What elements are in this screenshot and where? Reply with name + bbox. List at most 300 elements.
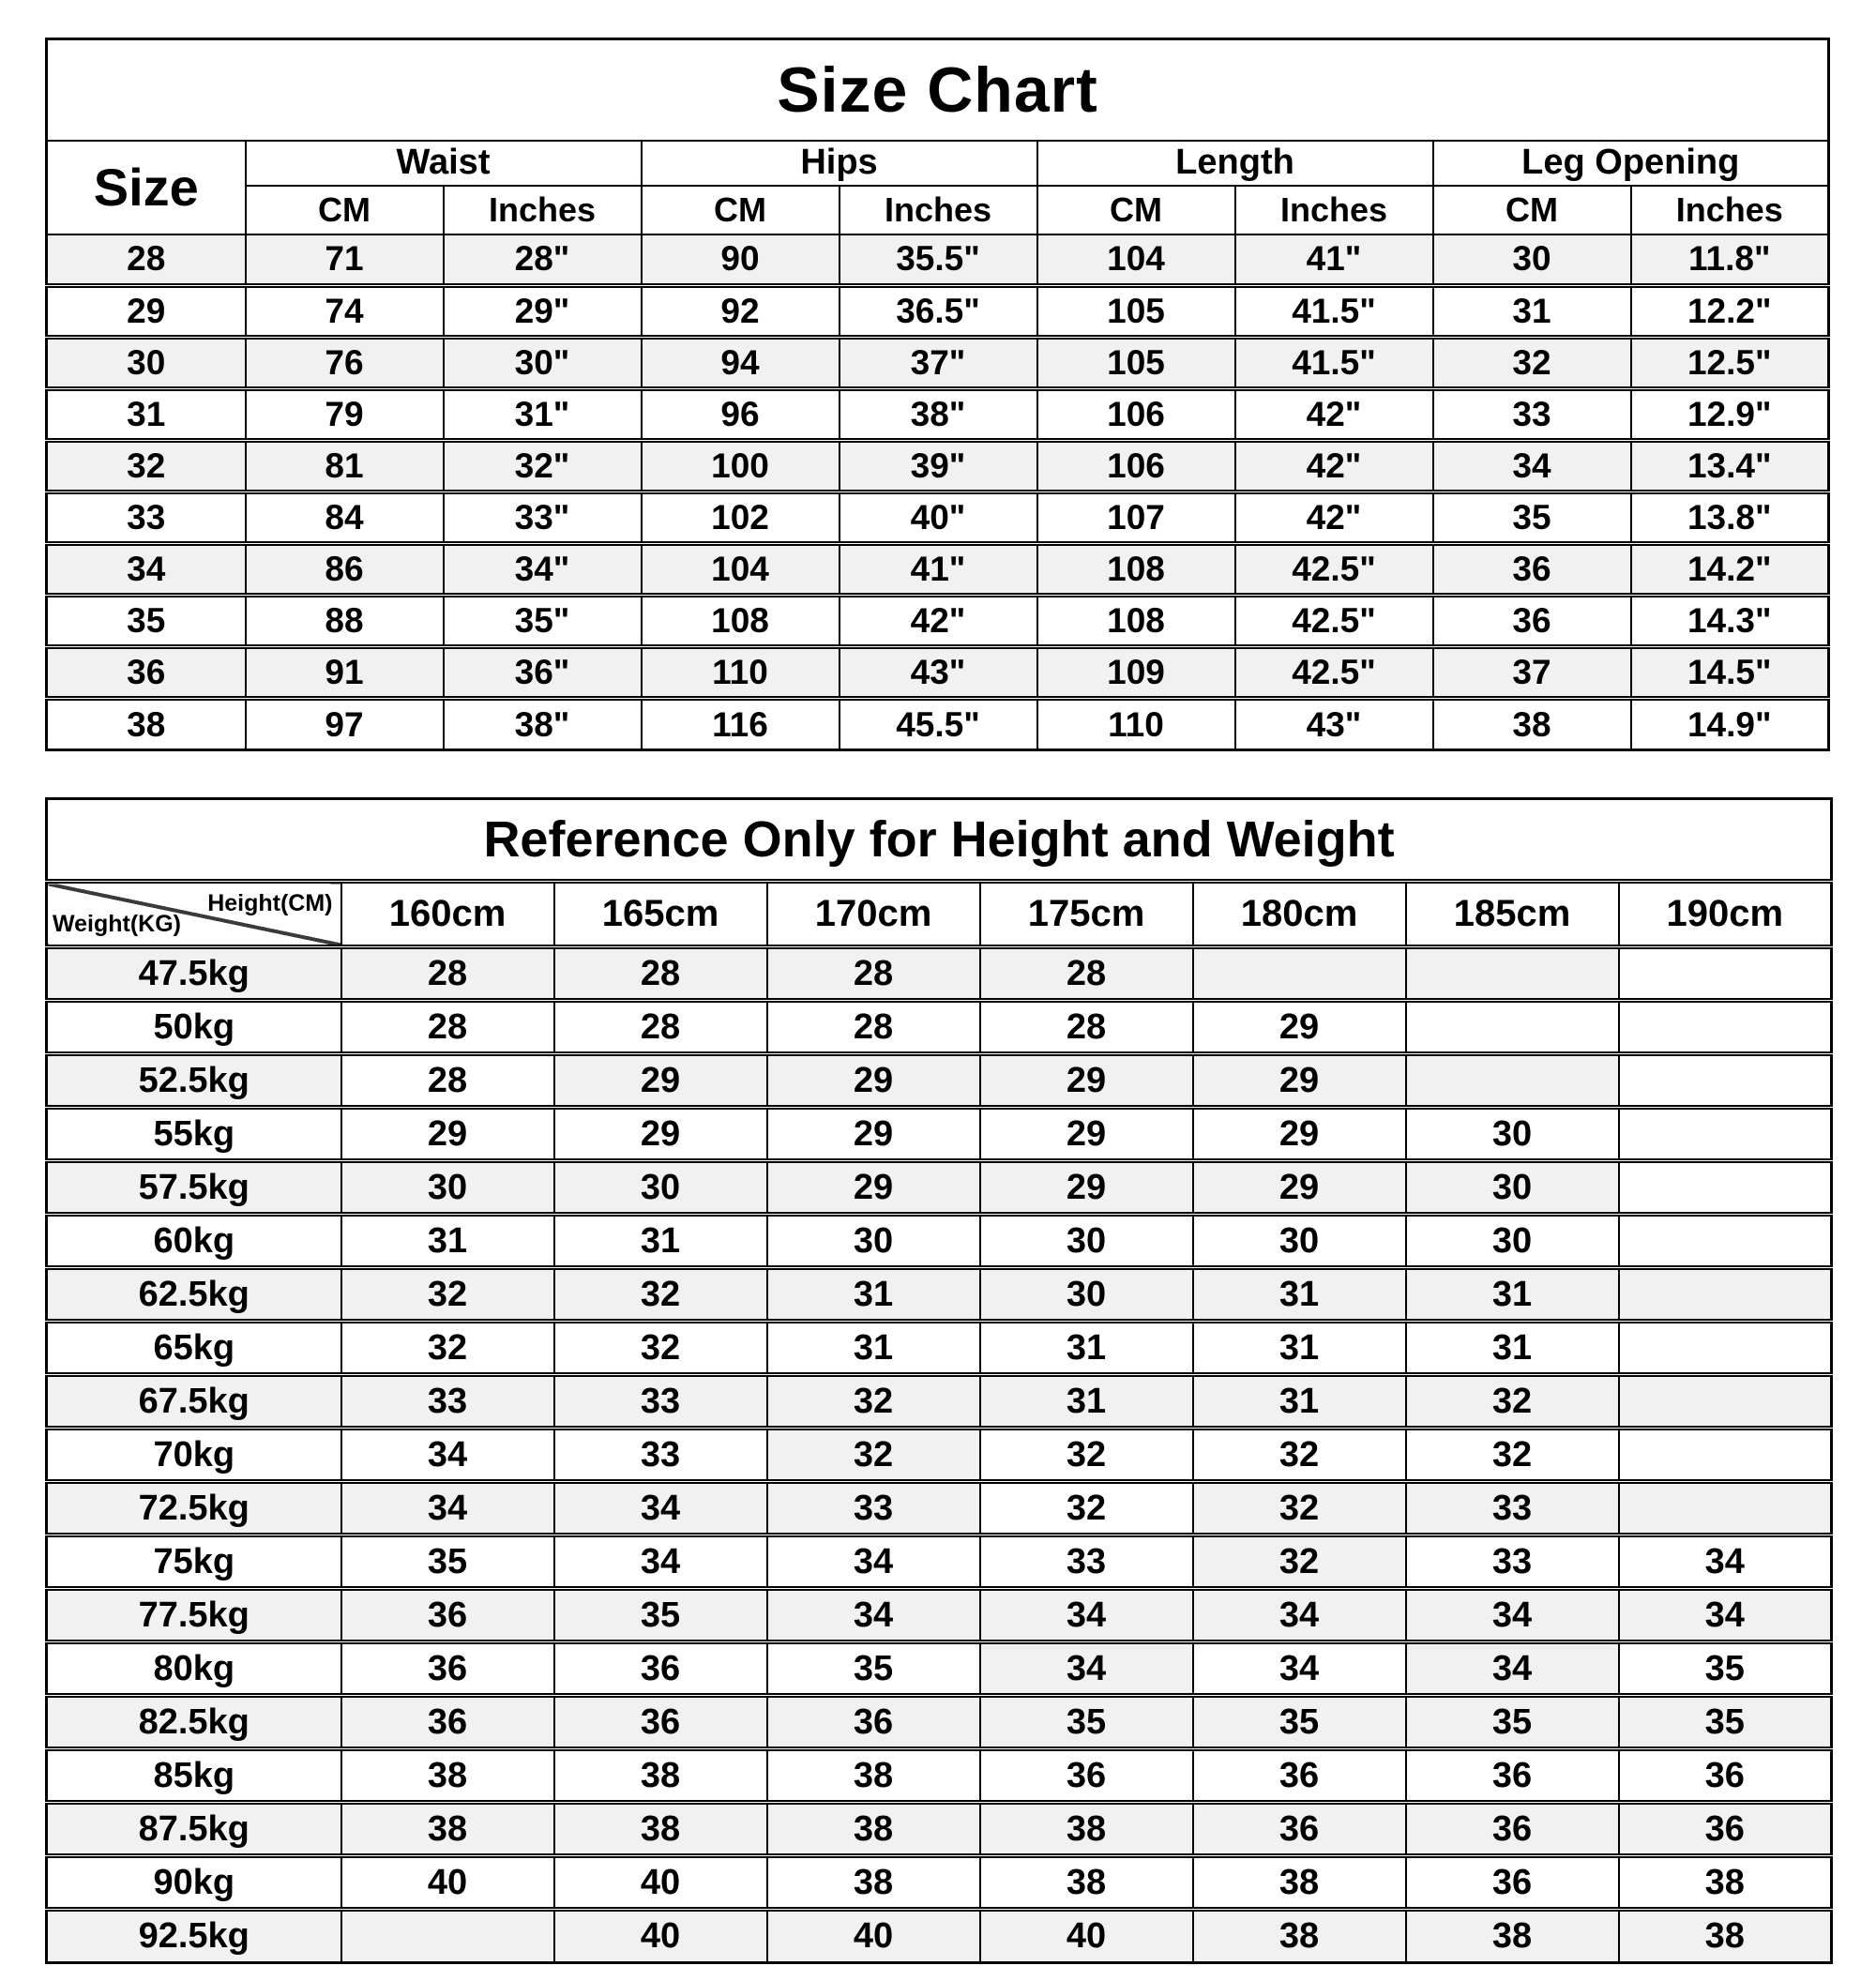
reference-cell: 32 bbox=[554, 1322, 767, 1375]
height-column-175: 175cm bbox=[980, 882, 1193, 947]
reference-cell: 33 bbox=[767, 1482, 980, 1535]
size-chart-cell: 106 bbox=[1037, 441, 1235, 492]
size-chart-cell: 36 bbox=[1433, 596, 1631, 647]
height-column-180: 180cm bbox=[1193, 882, 1406, 947]
reference-cell: 36 bbox=[767, 1696, 980, 1749]
size-chart-cell: 14.2" bbox=[1631, 544, 1829, 596]
reference-cell: 33 bbox=[554, 1375, 767, 1429]
reference-cell: 31 bbox=[1406, 1322, 1619, 1375]
size-chart-group-header-row bbox=[47, 141, 1829, 186]
reference-row bbox=[47, 1749, 1832, 1803]
size-chart-cell: 108 bbox=[1037, 596, 1235, 647]
height-cm-label: Height(CM) bbox=[207, 890, 333, 916]
reference-cell: 28 bbox=[341, 947, 554, 1001]
reference-cell: 33 bbox=[1406, 1535, 1619, 1589]
size-chart-cell: 42" bbox=[1235, 492, 1433, 544]
reference-cell: 36 bbox=[1619, 1749, 1832, 1803]
reference-cell: 36 bbox=[341, 1696, 554, 1749]
reference-cell: 29 bbox=[554, 1054, 767, 1108]
reference-cell: 36 bbox=[1193, 1749, 1406, 1803]
reference-cell: 32 bbox=[1193, 1429, 1406, 1482]
reference-cell: 35 bbox=[554, 1589, 767, 1642]
size-chart-cell: 105 bbox=[1037, 286, 1235, 338]
size-chart-cell: 35 bbox=[1433, 492, 1631, 544]
size-chart-cell: 106 bbox=[1037, 389, 1235, 441]
reference-cell: 29 bbox=[980, 1161, 1193, 1215]
reference-cell: 30 bbox=[341, 1161, 554, 1215]
reference-cell: 34 bbox=[1193, 1642, 1406, 1696]
reference-cell: 32 bbox=[341, 1322, 554, 1375]
size-chart-cell: 14.5" bbox=[1631, 647, 1829, 699]
hips-cm-header: CM bbox=[642, 186, 840, 234]
waist-group-header: Waist bbox=[246, 141, 642, 186]
leg-cm-header: CM bbox=[1433, 186, 1631, 234]
size-chart-cell: 90 bbox=[642, 234, 840, 286]
size-chart-cell: 30" bbox=[444, 338, 642, 389]
reference-cell: 30 bbox=[1406, 1161, 1619, 1215]
reference-cell: 34 bbox=[341, 1482, 554, 1535]
length-cm-header: CM bbox=[1037, 186, 1235, 234]
size-chart-cell: 31 bbox=[47, 389, 246, 441]
size-chart-cell: 79 bbox=[246, 389, 444, 441]
size-chart-cell: 31 bbox=[1433, 286, 1631, 338]
size-chart-cell: 13.4" bbox=[1631, 441, 1829, 492]
size-chart-cell: 76 bbox=[246, 338, 444, 389]
size-chart-cell: 100 bbox=[642, 441, 840, 492]
reference-cell bbox=[1619, 1054, 1832, 1108]
reference-cell: 28 bbox=[341, 1001, 554, 1054]
reference-row bbox=[47, 1856, 1832, 1910]
reference-cell: 30 bbox=[1193, 1215, 1406, 1268]
reference-cell: 29 bbox=[1193, 1108, 1406, 1161]
reference-cell: 32 bbox=[980, 1429, 1193, 1482]
reference-cell: 38 bbox=[554, 1749, 767, 1803]
reference-cell: 29 bbox=[554, 1108, 767, 1161]
size-chart-cell: 36" bbox=[444, 647, 642, 699]
size-chart-cell: 42.5" bbox=[1235, 596, 1433, 647]
size-chart-cell: 107 bbox=[1037, 492, 1235, 544]
reference-cell: 35 bbox=[1193, 1696, 1406, 1749]
size-chart-cell: 42" bbox=[840, 596, 1037, 647]
weight-label: 75kg bbox=[47, 1535, 341, 1589]
size-chart-cell: 86 bbox=[246, 544, 444, 596]
size-chart-cell: 34 bbox=[1433, 441, 1631, 492]
reference-cell: 34 bbox=[767, 1535, 980, 1589]
reference-cell: 36 bbox=[1193, 1803, 1406, 1856]
size-chart-cell: 39" bbox=[840, 441, 1037, 492]
reference-cell: 30 bbox=[1406, 1108, 1619, 1161]
size-chart-cell: 116 bbox=[642, 699, 840, 750]
reference-cell: 38 bbox=[1406, 1910, 1619, 1963]
size-chart-table bbox=[45, 38, 1830, 751]
reference-cell: 38 bbox=[767, 1856, 980, 1910]
size-chart-cell: 40" bbox=[840, 492, 1037, 544]
size-chart-cell: 88 bbox=[246, 596, 444, 647]
reference-cell: 32 bbox=[554, 1268, 767, 1322]
weight-label: 62.5kg bbox=[47, 1268, 341, 1322]
size-chart-cell: 38 bbox=[1433, 699, 1631, 750]
reference-cell: 34 bbox=[554, 1535, 767, 1589]
weight-label: 67.5kg bbox=[47, 1375, 341, 1429]
weight-label: 85kg bbox=[47, 1749, 341, 1803]
reference-cell: 29 bbox=[1193, 1161, 1406, 1215]
reference-row bbox=[47, 1642, 1832, 1696]
reference-cell: 40 bbox=[767, 1910, 980, 1963]
size-chart-row bbox=[47, 647, 1829, 699]
reference-cell: 31 bbox=[1193, 1322, 1406, 1375]
size-chart-cell: 71 bbox=[246, 234, 444, 286]
reference-cell: 29 bbox=[980, 1108, 1193, 1161]
reference-row bbox=[47, 1375, 1832, 1429]
length-inches-header: Inches bbox=[1235, 186, 1433, 234]
size-chart-cell: 94 bbox=[642, 338, 840, 389]
reference-cell: 35 bbox=[767, 1642, 980, 1696]
reference-row bbox=[47, 1535, 1832, 1589]
size-chart-cell: 42" bbox=[1235, 389, 1433, 441]
weight-label: 92.5kg bbox=[47, 1910, 341, 1963]
size-chart-title: Size Chart bbox=[47, 39, 1829, 141]
reference-row bbox=[47, 1589, 1832, 1642]
size-chart-cell: 14.3" bbox=[1631, 596, 1829, 647]
size-chart-cell: 92 bbox=[642, 286, 840, 338]
reference-cell: 31 bbox=[1406, 1268, 1619, 1322]
size-chart-cell: 45.5" bbox=[840, 699, 1037, 750]
reference-cell: 32 bbox=[767, 1429, 980, 1482]
reference-cell: 32 bbox=[1406, 1375, 1619, 1429]
reference-cell bbox=[1193, 947, 1406, 1001]
reference-cell: 31 bbox=[980, 1322, 1193, 1375]
reference-cell: 34 bbox=[767, 1589, 980, 1642]
size-chart-cell: 36 bbox=[47, 647, 246, 699]
reference-row bbox=[47, 1161, 1832, 1215]
reference-cell: 34 bbox=[1619, 1535, 1832, 1589]
reference-cell: 40 bbox=[341, 1856, 554, 1910]
reference-cell: 29 bbox=[1193, 1001, 1406, 1054]
reference-cell bbox=[1619, 1108, 1832, 1161]
weight-label: 70kg bbox=[47, 1429, 341, 1482]
reference-cell: 34 bbox=[1619, 1589, 1832, 1642]
reference-cell: 40 bbox=[554, 1910, 767, 1963]
hips-inches-header: Inches bbox=[840, 186, 1037, 234]
reference-cell: 31 bbox=[554, 1215, 767, 1268]
reference-cell: 28 bbox=[341, 1054, 554, 1108]
size-chart-cell: 108 bbox=[1037, 544, 1235, 596]
reference-cell: 36 bbox=[1406, 1749, 1619, 1803]
reference-cell: 32 bbox=[1193, 1482, 1406, 1535]
reference-cell: 33 bbox=[1406, 1482, 1619, 1535]
size-chart-row bbox=[47, 234, 1829, 286]
reference-cell: 35 bbox=[341, 1535, 554, 1589]
reference-cell bbox=[1619, 1161, 1832, 1215]
reference-cell: 38 bbox=[341, 1803, 554, 1856]
reference-cell: 33 bbox=[341, 1375, 554, 1429]
size-chart-row bbox=[47, 286, 1829, 338]
waist-inches-header: Inches bbox=[444, 186, 642, 234]
size-chart-cell: 37 bbox=[1433, 647, 1631, 699]
reference-cell: 31 bbox=[767, 1322, 980, 1375]
reference-tbody bbox=[47, 947, 1832, 1963]
reference-cell bbox=[1406, 947, 1619, 1001]
size-chart-cell: 14.9" bbox=[1631, 699, 1829, 750]
size-chart-cell: 108 bbox=[642, 596, 840, 647]
size-chart-cell: 32 bbox=[47, 441, 246, 492]
size-chart-row bbox=[47, 441, 1829, 492]
size-chart-cell: 42.5" bbox=[1235, 647, 1433, 699]
size-chart-row bbox=[47, 699, 1829, 750]
size-chart-cell: 12.9" bbox=[1631, 389, 1829, 441]
reference-cell: 34 bbox=[341, 1429, 554, 1482]
weight-kg-label: Weight(KG) bbox=[53, 911, 182, 937]
reference-row bbox=[47, 1054, 1832, 1108]
reference-cell: 38 bbox=[1193, 1910, 1406, 1963]
reference-row bbox=[47, 1215, 1832, 1268]
weight-label: 77.5kg bbox=[47, 1589, 341, 1642]
reference-cell: 36 bbox=[1406, 1856, 1619, 1910]
reference-row bbox=[47, 1803, 1832, 1856]
reference-cell: 30 bbox=[980, 1215, 1193, 1268]
size-chart-cell: 81 bbox=[246, 441, 444, 492]
reference-cell: 34 bbox=[554, 1482, 767, 1535]
reference-cell: 30 bbox=[767, 1215, 980, 1268]
reference-row bbox=[47, 1696, 1832, 1749]
height-column-160: 160cm bbox=[341, 882, 554, 947]
size-chart-cell: 96 bbox=[642, 389, 840, 441]
reference-row bbox=[47, 1108, 1832, 1161]
size-chart-cell: 33" bbox=[444, 492, 642, 544]
weight-label: 80kg bbox=[47, 1642, 341, 1696]
reference-cell: 38 bbox=[1193, 1856, 1406, 1910]
size-chart-cell: 43" bbox=[1235, 699, 1433, 750]
reference-cell: 28 bbox=[767, 1001, 980, 1054]
height-column-170: 170cm bbox=[767, 882, 980, 947]
weight-label: 60kg bbox=[47, 1215, 341, 1268]
reference-cell: 36 bbox=[554, 1696, 767, 1749]
weight-label: 57.5kg bbox=[47, 1161, 341, 1215]
reference-cell: 34 bbox=[1193, 1589, 1406, 1642]
reference-cell: 32 bbox=[1406, 1429, 1619, 1482]
size-chart-cell: 29" bbox=[444, 286, 642, 338]
reference-cell: 38 bbox=[1619, 1910, 1832, 1963]
size-chart-cell: 13.8" bbox=[1631, 492, 1829, 544]
leg-opening-group-header: Leg Opening bbox=[1433, 141, 1829, 186]
weight-label: 65kg bbox=[47, 1322, 341, 1375]
reference-cell: 32 bbox=[341, 1268, 554, 1322]
size-chart-cell: 32 bbox=[1433, 338, 1631, 389]
size-chart-cell: 11.8" bbox=[1631, 234, 1829, 286]
size-chart-cell: 110 bbox=[642, 647, 840, 699]
size-chart-cell: 42" bbox=[1235, 441, 1433, 492]
size-chart-cell: 38 bbox=[47, 699, 246, 750]
size-chart-cell: 30 bbox=[47, 338, 246, 389]
reference-cell: 36 bbox=[980, 1749, 1193, 1803]
size-chart-cell: 97 bbox=[246, 699, 444, 750]
reference-cell: 30 bbox=[1406, 1215, 1619, 1268]
reference-table bbox=[45, 797, 1833, 1964]
height-column-190: 190cm bbox=[1619, 882, 1832, 947]
reference-cell: 33 bbox=[980, 1535, 1193, 1589]
reference-cell bbox=[1619, 1268, 1832, 1322]
weight-label: 90kg bbox=[47, 1856, 341, 1910]
size-chart-row bbox=[47, 596, 1829, 647]
reference-cell: 28 bbox=[767, 947, 980, 1001]
size-chart-cell: 33 bbox=[47, 492, 246, 544]
reference-cell: 36 bbox=[1619, 1803, 1832, 1856]
size-chart-cell: 28" bbox=[444, 234, 642, 286]
reference-cell: 31 bbox=[341, 1215, 554, 1268]
reference-cell bbox=[1619, 1375, 1832, 1429]
size-chart-cell: 84 bbox=[246, 492, 444, 544]
reference-cell: 32 bbox=[1193, 1535, 1406, 1589]
reference-cell: 32 bbox=[980, 1482, 1193, 1535]
size-chart-cell: 36 bbox=[1433, 544, 1631, 596]
weight-label: 52.5kg bbox=[47, 1054, 341, 1108]
weight-label: 55kg bbox=[47, 1108, 341, 1161]
size-chart-row bbox=[47, 544, 1829, 596]
size-chart-tbody bbox=[47, 234, 1829, 750]
size-chart-cell: 41" bbox=[1235, 234, 1433, 286]
reference-cell: 28 bbox=[980, 947, 1193, 1001]
reference-cell: 34 bbox=[980, 1642, 1193, 1696]
weight-label: 72.5kg bbox=[47, 1482, 341, 1535]
size-column-header: Size bbox=[47, 141, 246, 234]
reference-cell: 33 bbox=[554, 1429, 767, 1482]
reference-cell: 30 bbox=[554, 1161, 767, 1215]
size-chart-row bbox=[47, 389, 1829, 441]
height-column-165: 165cm bbox=[554, 882, 767, 947]
hips-group-header: Hips bbox=[642, 141, 1037, 186]
reference-row bbox=[47, 1322, 1832, 1375]
length-group-header: Length bbox=[1037, 141, 1433, 186]
reference-title-row bbox=[47, 799, 1832, 882]
size-chart-cell: 41" bbox=[840, 544, 1037, 596]
reference-cell: 36 bbox=[341, 1642, 554, 1696]
size-chart-cell: 38" bbox=[840, 389, 1037, 441]
size-chart-cell: 37" bbox=[840, 338, 1037, 389]
size-chart-cell: 12.5" bbox=[1631, 338, 1829, 389]
reference-cell: 30 bbox=[980, 1268, 1193, 1322]
weight-label: 50kg bbox=[47, 1001, 341, 1054]
reference-title: Reference Only for Height and Weight bbox=[47, 799, 1832, 882]
size-chart-cell: 105 bbox=[1037, 338, 1235, 389]
size-chart-row bbox=[47, 492, 1829, 544]
size-chart-cell: 41.5" bbox=[1235, 338, 1433, 389]
reference-row bbox=[47, 1001, 1832, 1054]
reference-cell: 36 bbox=[341, 1589, 554, 1642]
weight-label: 47.5kg bbox=[47, 947, 341, 1001]
size-chart-cell: 36.5" bbox=[840, 286, 1037, 338]
reference-row bbox=[47, 1268, 1832, 1322]
size-chart-cell: 34" bbox=[444, 544, 642, 596]
reference-cell: 28 bbox=[554, 1001, 767, 1054]
reference-cell: 38 bbox=[1619, 1856, 1832, 1910]
size-chart-cell: 109 bbox=[1037, 647, 1235, 699]
reference-cell: 29 bbox=[341, 1108, 554, 1161]
size-chart-cell: 104 bbox=[642, 544, 840, 596]
reference-cell: 29 bbox=[980, 1054, 1193, 1108]
reference-cell: 29 bbox=[767, 1054, 980, 1108]
reference-row bbox=[47, 947, 1832, 1001]
size-chart-unit-header-row bbox=[47, 186, 1829, 234]
height-column-185: 185cm bbox=[1406, 882, 1619, 947]
reference-cell: 38 bbox=[980, 1803, 1193, 1856]
reference-row bbox=[47, 1910, 1832, 1963]
reference-row bbox=[47, 1482, 1832, 1535]
reference-cell: 35 bbox=[980, 1696, 1193, 1749]
size-chart-cell: 43" bbox=[840, 647, 1037, 699]
size-chart-cell: 102 bbox=[642, 492, 840, 544]
reference-cell: 34 bbox=[1406, 1642, 1619, 1696]
reference-cell: 32 bbox=[767, 1375, 980, 1429]
reference-cell bbox=[341, 1910, 554, 1963]
reference-cell bbox=[1619, 947, 1832, 1001]
size-chart-cell: 28 bbox=[47, 234, 246, 286]
reference-cell: 28 bbox=[554, 947, 767, 1001]
reference-cell: 28 bbox=[980, 1001, 1193, 1054]
size-chart-cell: 12.2" bbox=[1631, 286, 1829, 338]
waist-cm-header: CM bbox=[246, 186, 444, 234]
reference-cell bbox=[1619, 1001, 1832, 1054]
corner-header-cell bbox=[47, 882, 341, 947]
size-chart-cell: 34 bbox=[47, 544, 246, 596]
reference-cell: 38 bbox=[767, 1749, 980, 1803]
reference-cell: 29 bbox=[767, 1108, 980, 1161]
reference-cell: 31 bbox=[1193, 1375, 1406, 1429]
reference-cell: 35 bbox=[1619, 1642, 1832, 1696]
reference-cell: 40 bbox=[980, 1910, 1193, 1963]
weight-label: 82.5kg bbox=[47, 1696, 341, 1749]
size-chart-cell: 35" bbox=[444, 596, 642, 647]
size-chart-title-row bbox=[47, 39, 1829, 141]
size-chart-cell: 38" bbox=[444, 699, 642, 750]
reference-cell: 38 bbox=[341, 1749, 554, 1803]
leg-inches-header: Inches bbox=[1631, 186, 1829, 234]
reference-cell: 40 bbox=[554, 1856, 767, 1910]
reference-cell bbox=[1406, 1001, 1619, 1054]
reference-cell: 35 bbox=[1619, 1696, 1832, 1749]
reference-cell: 29 bbox=[1193, 1054, 1406, 1108]
reference-cell: 35 bbox=[1406, 1696, 1619, 1749]
reference-cell: 31 bbox=[980, 1375, 1193, 1429]
reference-cell bbox=[1619, 1215, 1832, 1268]
reference-cell: 38 bbox=[554, 1803, 767, 1856]
size-chart-cell: 35.5" bbox=[840, 234, 1037, 286]
size-chart-row bbox=[47, 338, 1829, 389]
size-chart-cell: 33 bbox=[1433, 389, 1631, 441]
reference-cell: 36 bbox=[554, 1642, 767, 1696]
reference-cell: 38 bbox=[767, 1803, 980, 1856]
reference-cell: 31 bbox=[767, 1268, 980, 1322]
size-chart-cell: 32" bbox=[444, 441, 642, 492]
reference-cell: 34 bbox=[980, 1589, 1193, 1642]
reference-cell: 34 bbox=[1406, 1589, 1619, 1642]
reference-header-row bbox=[47, 882, 1832, 947]
size-chart-cell: 91 bbox=[246, 647, 444, 699]
reference-cell bbox=[1406, 1054, 1619, 1108]
reference-cell: 36 bbox=[1406, 1803, 1619, 1856]
size-chart-cell: 30 bbox=[1433, 234, 1631, 286]
reference-cell: 29 bbox=[767, 1161, 980, 1215]
reference-row bbox=[47, 1429, 1832, 1482]
reference-cell bbox=[1619, 1429, 1832, 1482]
size-chart-cell: 104 bbox=[1037, 234, 1235, 286]
size-chart-cell: 35 bbox=[47, 596, 246, 647]
reference-cell: 38 bbox=[980, 1856, 1193, 1910]
reference-cell bbox=[1619, 1322, 1832, 1375]
reference-cell: 31 bbox=[1193, 1268, 1406, 1322]
size-chart-cell: 110 bbox=[1037, 699, 1235, 750]
size-chart-cell: 42.5" bbox=[1235, 544, 1433, 596]
size-chart-cell: 29 bbox=[47, 286, 246, 338]
